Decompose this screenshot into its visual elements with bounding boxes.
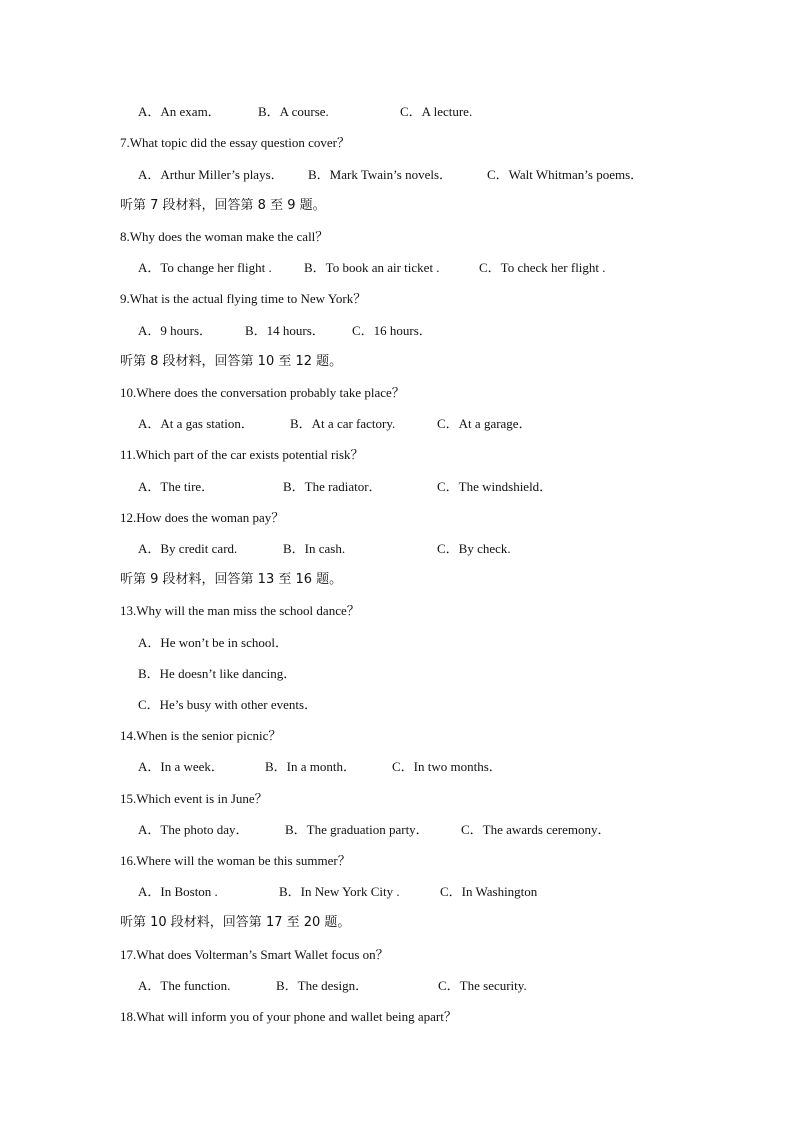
option-a: A．The photo day． (138, 822, 249, 837)
options-row (0, 477, 794, 497)
question-line (0, 789, 794, 809)
option-c: C．The windshield． (437, 479, 553, 494)
options-row (0, 102, 794, 122)
option-c: C．By check. (437, 541, 511, 556)
option-a: A．By credit card. (138, 541, 238, 556)
options-row (0, 757, 794, 777)
option-c: C．16 hours． (352, 323, 432, 338)
question-line (0, 945, 794, 965)
question-7: 7.What topic did the essay question cover？ (120, 135, 350, 150)
options-row (0, 321, 794, 341)
question-18: 18.What will inform you of your phone and wallet being apart？ (120, 1009, 457, 1024)
option-b: B．In a month． (265, 759, 356, 774)
question-line (0, 227, 794, 247)
section-heading-line (0, 570, 794, 590)
question-13: 13.Why will the man miss the school dance？ (120, 603, 360, 618)
question-line (0, 133, 794, 153)
option-a: A．He won’t be in school． (138, 635, 288, 650)
question-line (0, 508, 794, 528)
option-c: C．At a garage． (437, 416, 532, 431)
options-row (0, 882, 794, 902)
option-c: C．In two months． (392, 759, 502, 774)
option-c: C．He’s busy with other events． (138, 697, 318, 712)
section-heading: 听第 8 段材料，回答第 10 至 12 题。 (120, 354, 343, 369)
question-line (0, 726, 794, 746)
question-14: 14.When is the senior picnic？ (120, 728, 282, 743)
option-a: A．An exam． (138, 104, 221, 119)
option-b: B．To book an air ticket . (304, 260, 440, 275)
option-a: A．Arthur Miller’s plays． (138, 167, 284, 182)
option-b: B．Mark Twain’s novels． (308, 167, 453, 182)
question-10: 10.Where does the conversation probably take place？ (120, 385, 405, 400)
section-heading: 听第 7 段材料，回答第 8 至 9 题。 (120, 198, 326, 213)
section-heading: 听第 10 段材料，回答第 17 至 20 题。 (120, 915, 351, 930)
option-a: A．In a week． (138, 759, 224, 774)
option-a: A．The function. (138, 978, 231, 993)
option-c: C．Walt Whitman’s poems． (487, 167, 644, 182)
option-b: B．The radiator． (283, 479, 382, 494)
option-b: B．At a car factory. (290, 416, 396, 431)
option-c: C．To check her flight . (479, 260, 606, 275)
question-line (0, 601, 794, 621)
question-11: 11.Which part of the car exists potential risk？ (120, 447, 364, 462)
options-row (0, 539, 794, 559)
option-a: A．At a gas station． (138, 416, 254, 431)
section-heading-line (0, 196, 794, 216)
option-b: B．He doesn’t like dancing． (138, 666, 297, 681)
option-c: C．In Washington (440, 884, 538, 899)
question-9: 9.What is the actual flying time to New York？ (120, 291, 367, 306)
options-row (0, 820, 794, 840)
option-b: B．In cash. (283, 541, 346, 556)
question-16: 16.Where will the woman be this summer？ (120, 853, 351, 868)
question-line (0, 1007, 794, 1027)
section-heading-line (0, 352, 794, 372)
question-line (0, 445, 794, 465)
question-line (0, 289, 794, 309)
question-8: 8.Why does the woman make the call？ (120, 229, 329, 244)
option-c: C．The awards ceremony． (461, 822, 611, 837)
option-a: A．In Boston . (138, 884, 218, 899)
option-c: C．The security. (438, 978, 527, 993)
option-b: B．The design． (276, 978, 369, 993)
option-b: B．A course. (258, 104, 329, 119)
options-row (0, 976, 794, 996)
option-line (0, 664, 794, 684)
option-line (0, 633, 794, 653)
options-row (0, 414, 794, 434)
options-row (0, 258, 794, 278)
option-a: A．9 hours． (138, 323, 213, 338)
options-row (0, 165, 794, 185)
option-line (0, 695, 794, 715)
question-line (0, 851, 794, 871)
option-a: A．To change her flight . (138, 260, 272, 275)
question-12: 12.How does the woman pay？ (120, 510, 285, 525)
option-b: B．The graduation party． (285, 822, 429, 837)
option-b: B．In New York City . (279, 884, 400, 899)
option-c: C．A lecture. (400, 104, 473, 119)
question-15: 15.Which event is in June？ (120, 791, 268, 806)
section-heading-line (0, 913, 794, 933)
option-a: A．The tire． (138, 479, 215, 494)
section-heading: 听第 9 段材料，回答第 13 至 16 题。 (120, 572, 343, 587)
question-17: 17.What does Volterman’s Smart Wallet focus on？ (120, 947, 389, 962)
option-b: B．14 hours． (245, 323, 325, 338)
question-line (0, 383, 794, 403)
